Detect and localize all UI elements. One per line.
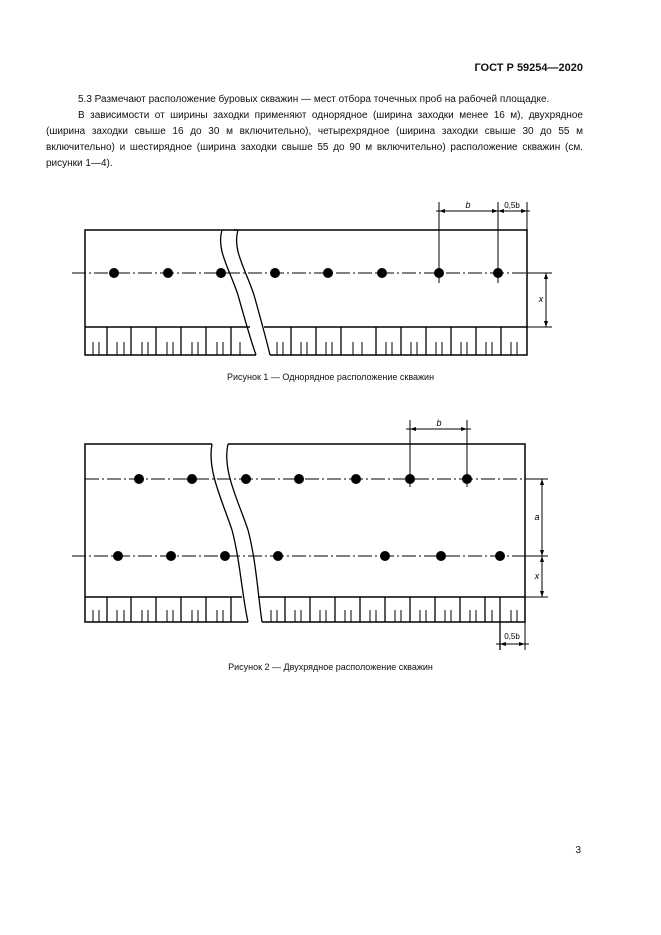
document-header: ГОСТ Р 59254—2020 xyxy=(474,62,583,74)
fig2-label-a: a xyxy=(534,512,540,522)
figure-1-caption: Рисунок 1 — Однорядное расположение скважин xyxy=(226,372,435,382)
fig2-label-half-b: 0,5b xyxy=(504,632,520,641)
paragraph-rows: В зависимости от ширины заходки применяют однорядное (ширина заходки менее 16 м), двухрядное (ширина заходки свыше 16 до 30 м включительно), четырехрядное (ширина заходки свыше 30 до 55 м включительно) и шестирядное (ширина заходки свыше 55 до 90 м включительно) расположение скважин (см. рисунки 1—4). xyxy=(46,110,583,169)
page-number: 3 xyxy=(575,845,581,856)
figure-1-diagram xyxy=(0,195,661,365)
body-text xyxy=(46,92,583,172)
fig1-label-half-b: 0,5b xyxy=(504,201,520,210)
fig2-label-b: b xyxy=(436,418,442,428)
figure-2-diagram xyxy=(0,415,661,655)
figure-2-caption: Рисунок 2 — Двухрядное расположение скважин xyxy=(228,662,433,672)
fig2-label-x: x xyxy=(534,571,540,581)
fig1-label-x: x xyxy=(538,294,544,304)
paragraph-5-3: 5.3 Размечают расположение буровых скважин — мест отбора точечных проб на рабочей площадке. xyxy=(78,94,550,105)
fig1-label-b: b xyxy=(465,200,471,210)
